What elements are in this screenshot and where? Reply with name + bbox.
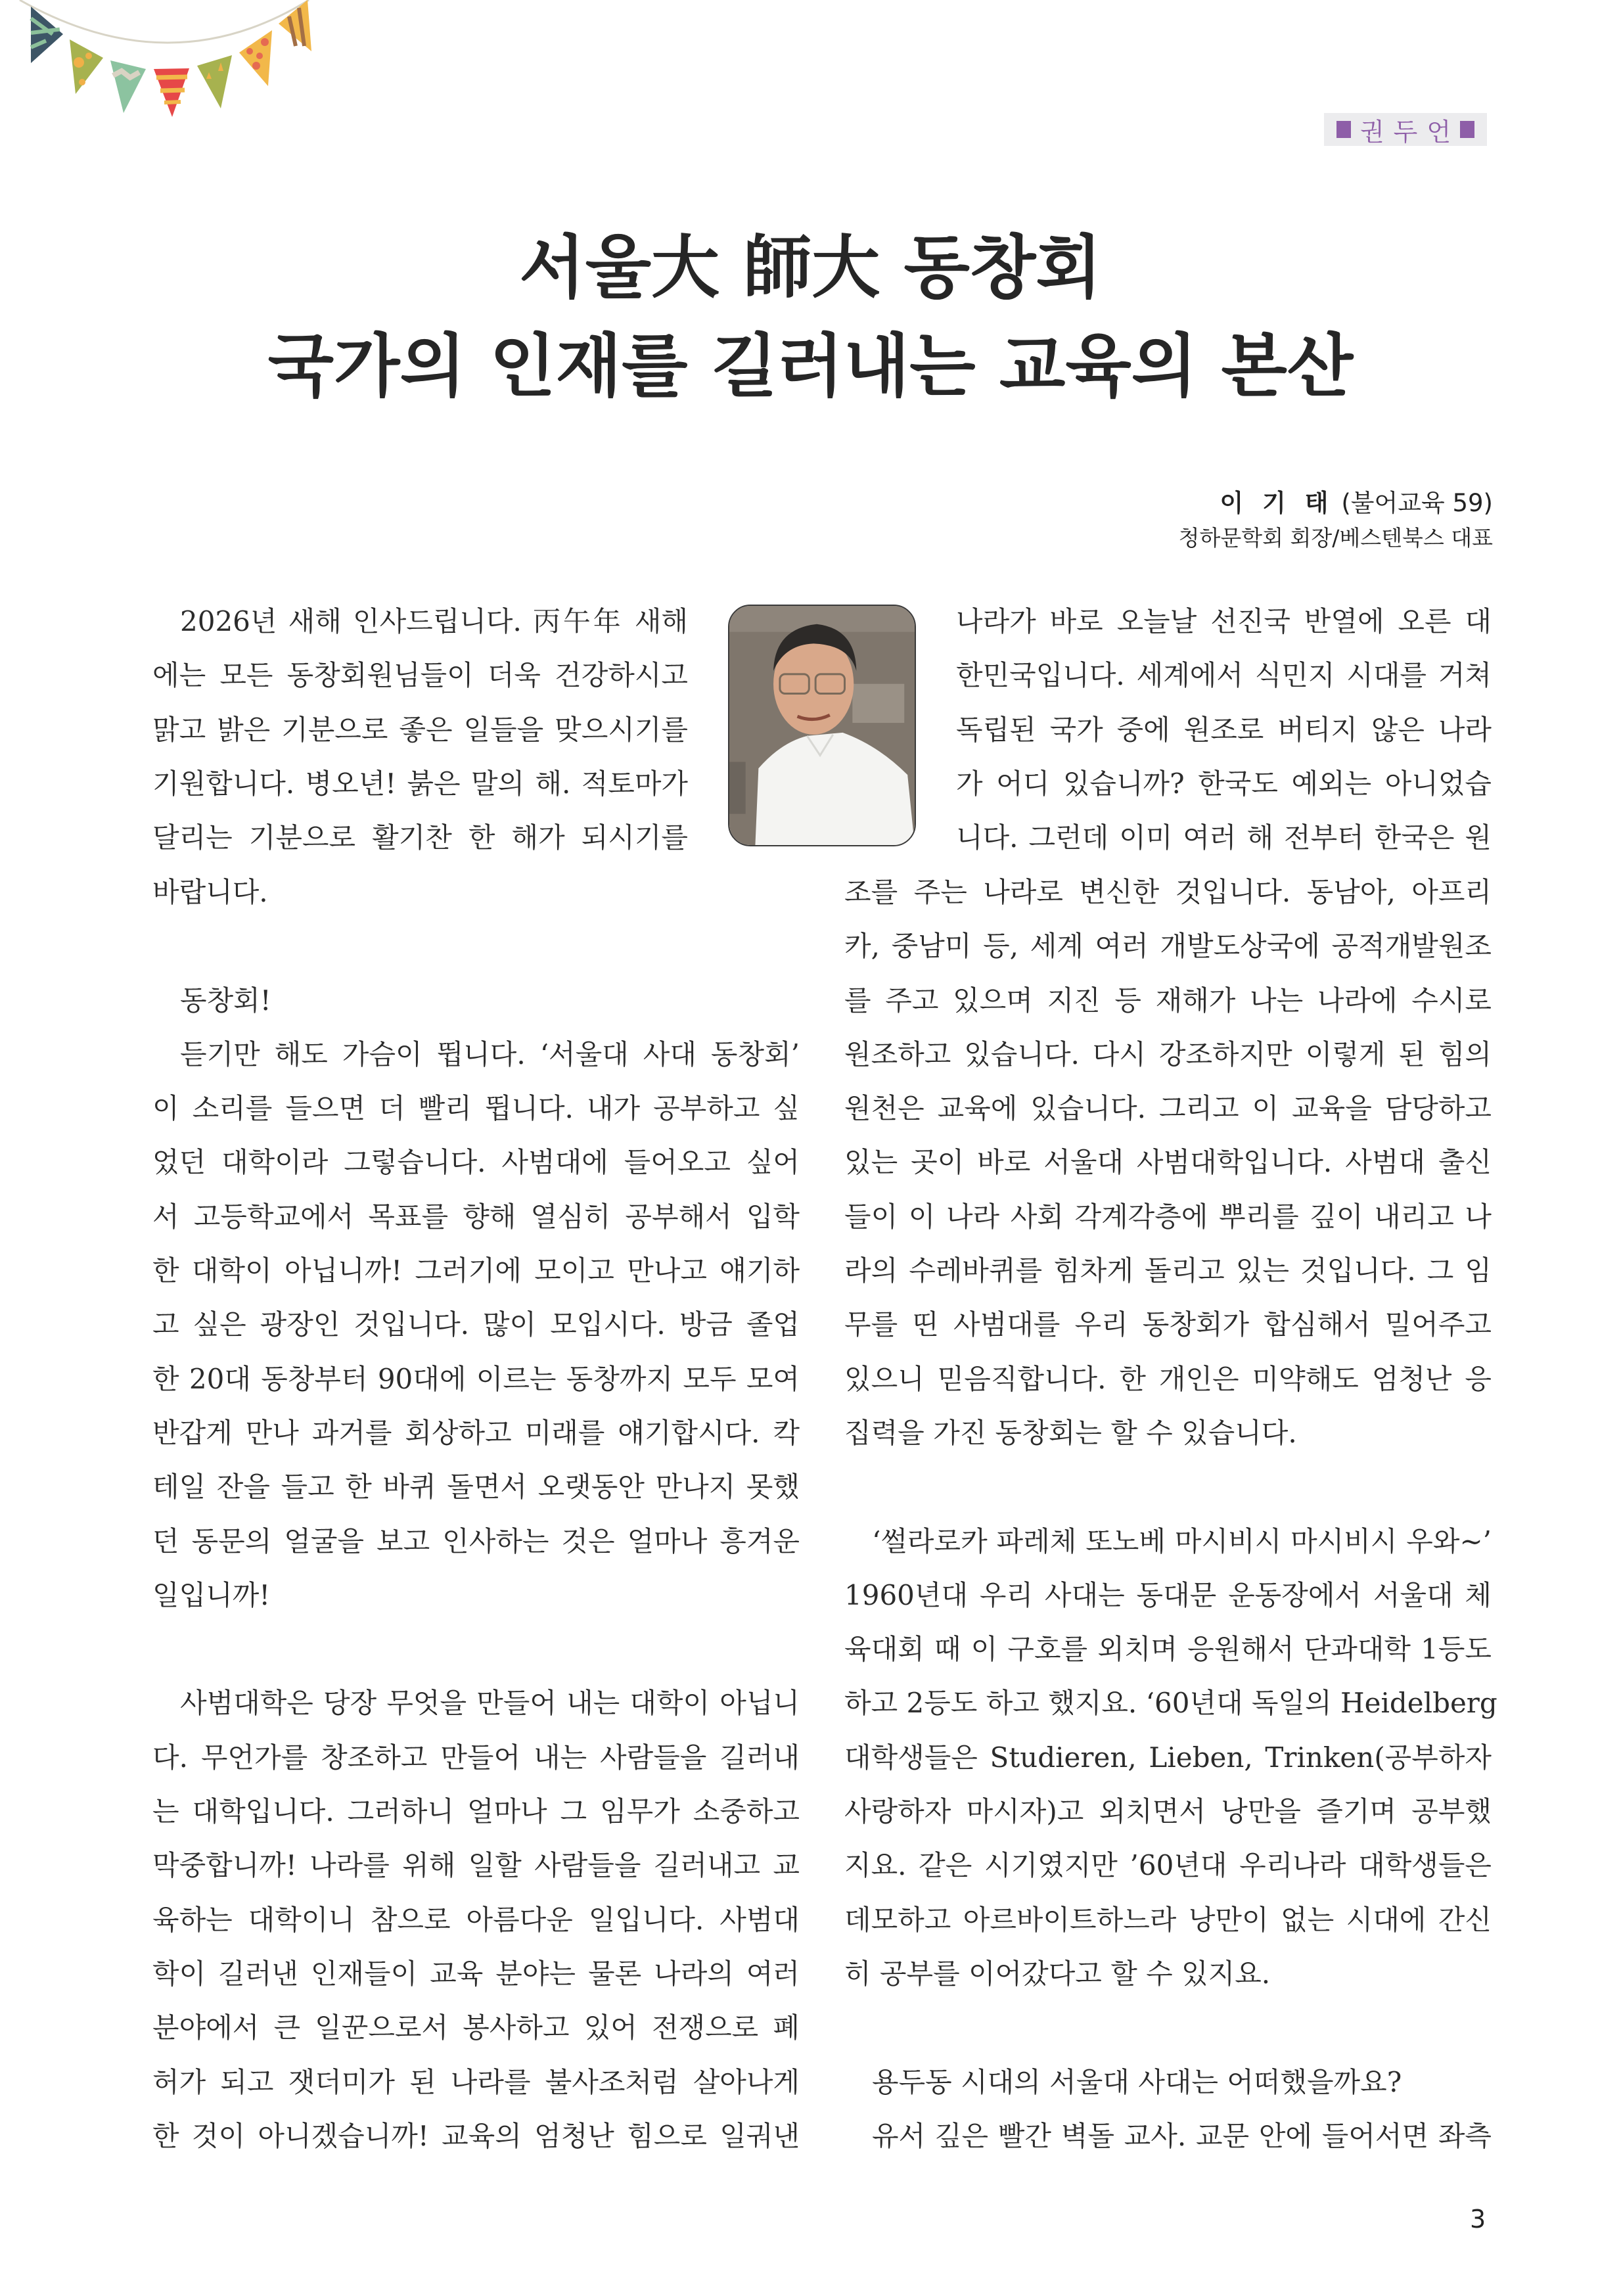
body-line: 기원합니다. 병오년! 붉은 말의 해. 적토마가 [152,767,688,800]
body-line: 히 공부를 이어갔다고 할 수 있지요. [844,1957,1271,1990]
right-column-top [956,595,1492,865]
author-byline [1220,483,1493,518]
flag-icon [197,55,232,108]
body-line: 었던 대학이라 그렇습니다. 사범대에 들어오고 싶어 [152,1146,800,1179]
square-bullet-icon [1460,121,1474,138]
body-line: 고 싶은 광장인 것입니다. 많이 모입시다. 방금 졸업 [152,1308,800,1341]
body-line: ‘썰라로카 파레체 또노베 마시비시 마시비시 우와~’ [872,1525,1492,1557]
left-column-bottom [152,865,800,2163]
body-line: 데모하고 아르바이트하느라 낭만이 없는 시대에 간신 [844,1903,1492,1936]
body-line: 이 소리를 들으면 더 빨리 뜁니다. 내가 공부하고 싶 [152,1092,800,1125]
body-line: 를 주고 있으며 지진 등 재해가 나는 나라에 수시로 [844,984,1492,1017]
square-bullet-icon [1336,121,1351,138]
body-line: 반갑게 만나 과거를 회상하고 미래를 얘기합시다. 칵 [152,1416,800,1449]
body-line: 에는 모든 동창회원님들이 더욱 건강하시고 [152,659,688,692]
body-line: 한 20대 동창부터 90대에 이르는 동창까지 모두 모여 [152,1362,800,1395]
article-title-line-1: 서울大 師大 동창회 [519,227,1102,308]
blank-line [844,2001,1492,2055]
body-line: 나라가 바로 오늘날 선진국 반열에 오른 대 [956,605,1492,637]
body-line: 한 대학이 아닙니까! 그러기에 모이고 만나고 얘기하 [152,1254,800,1287]
blank-line [152,919,800,973]
author-role: 청하문학회 회장/베스텐북스 대표 [1178,525,1493,551]
body-line: 허가 되고 잿더미가 된 나라를 불사조처럼 살아나게 [152,2065,800,2098]
body-line: 지요. 같은 시기였지만 ’60년대 우리나라 대학생들은 [844,1849,1492,1882]
blank-line [844,1460,1492,1514]
body-line: 니다. 그런데 이미 여러 해 전부터 한국은 원 [956,821,1492,854]
page-number: 3 [1470,2205,1486,2234]
body-line: 사랑하자 마시자)고 외치면서 낭만을 즐기며 공부했 [844,1795,1492,1828]
body-line: 듣기만 해도 가슴이 뜁니다. ‘서울대 사대 동창회’ [180,1038,800,1070]
author-affiliation: (불어교육 59) [1341,489,1493,517]
body-line: 조를 주는 나라로 변신한 것입니다. 동남아, 아프리 [844,876,1492,908]
body-line: 라의 수레바퀴를 힘차게 돌리고 있는 것입니다. 그 임 [844,1254,1492,1287]
body-line: 사범대학은 당장 무엇을 만들어 내는 대학이 아닙니 [180,1687,800,1720]
bunting-decoration [0,0,526,131]
body-line: 집력을 가진 동창회는 할 수 있습니다. [844,1416,1297,1449]
body-line: 동창회! [180,984,271,1017]
body-line: 대학생들은 Studieren, Lieben, Trinken(공부하자 [844,1741,1492,1774]
body-line: 한 것이 아니겠습니까! 교육의 엄청난 힘으로 일궈낸 [152,2119,800,2152]
body-line: 원천은 교육에 있습니다. 그리고 이 교육을 담당하고 [844,1092,1492,1125]
left-column-top [152,595,688,865]
section-tag [1324,113,1487,146]
flag-icon [110,60,146,113]
body-line: 육대회 때 이 구호를 외치며 응원해서 단과대학 1등도 [844,1633,1492,1666]
body-line: 던 동문의 얼굴을 보고 인사하는 것은 얼마나 흥겨운 [152,1525,800,1557]
blank-line [152,1622,800,1676]
body-line: 1960년대 우리 사대는 동대문 운동장에서 서울대 체 [844,1578,1492,1611]
body-line: 원조하고 있습니다. 다시 강조하지만 이렇게 된 힘의 [844,1038,1492,1070]
body-line: 하고 2등도 하고 했지요. ‘60년대 독일의 Heidelberg [844,1687,1497,1720]
body-line: 카, 중남미 등, 세계 여러 개발도상국에 공적개발원조 [844,930,1492,963]
body-line: 2026년 새해 인사드립니다. 丙午年 새해 [180,605,688,637]
body-line: 무를 띤 사범대를 우리 동창회가 합심해서 밀어주고 [844,1308,1492,1341]
body-line: 유서 깊은 빨간 벽돌 교사. 교문 안에 들어서면 좌측 [872,2119,1492,2152]
flag-icon [239,30,272,86]
body-line: 다. 무언가를 창조하고 만들어 내는 사람들을 길러내 [152,1741,800,1774]
body-line: 막중합니까! 나라를 위해 일할 사람들을 길러내고 교 [152,1849,800,1882]
author-photo [728,605,916,846]
body-line: 학이 길러낸 인재들이 교육 분야는 물론 나라의 여러 [152,1957,800,1990]
body-line: 테일 잔을 들고 한 바퀴 돌면서 오랫동안 만나지 못했 [152,1471,800,1504]
flag-icon [70,39,103,94]
body-line: 있으니 믿음직합니다. 한 개인은 미약해도 엄청난 응 [844,1362,1492,1395]
body-line: 용두동 시대의 서울대 사대는 어떠했을까요? [872,2065,1402,2098]
body-line: 독립된 국가 중에 원조로 버티지 않은 나라 [956,713,1492,746]
body-line: 육하는 대학이니 참으로 아름다운 일입니다. 사범대 [152,1903,800,1936]
body-line: 서 고등학교에서 목표를 향해 열심히 공부해서 입학 [152,1200,800,1233]
author-name: 이 기 태 [1220,489,1334,517]
body-line: 는 대학입니다. 그러하니 얼마나 그 임무가 소중하고 [152,1795,800,1828]
body-line: 달리는 기분으로 활기찬 한 해가 되시기를 [152,821,688,854]
body-line: 분야에서 큰 일꾼으로서 봉사하고 있어 전쟁으로 폐 [152,2011,800,2044]
body-line: 한민국입니다. 세계에서 식민지 시대를 거쳐 [956,659,1492,692]
body-line: 일입니까! [152,1578,271,1611]
body-line: 들이 이 나라 사회 각계각층에 뿌리를 깊이 내리고 나 [844,1200,1492,1233]
body-line: 맑고 밝은 기분으로 좋은 일들을 맞으시기를 [152,713,688,746]
body-line: 바랍니다. [152,876,268,908]
article-title-line-2: 국가의 인재를 길러내는 교육의 본산 [267,326,1354,406]
section-tag-label: 권두언 [1359,117,1461,147]
body-line: 가 어디 있습니까? 한국도 예외는 아니었습 [956,767,1492,800]
right-column-bottom [844,865,1497,2163]
body-line: 있는 곳이 바로 서울대 사범대학입니다. 사범대 출신 [844,1146,1492,1179]
